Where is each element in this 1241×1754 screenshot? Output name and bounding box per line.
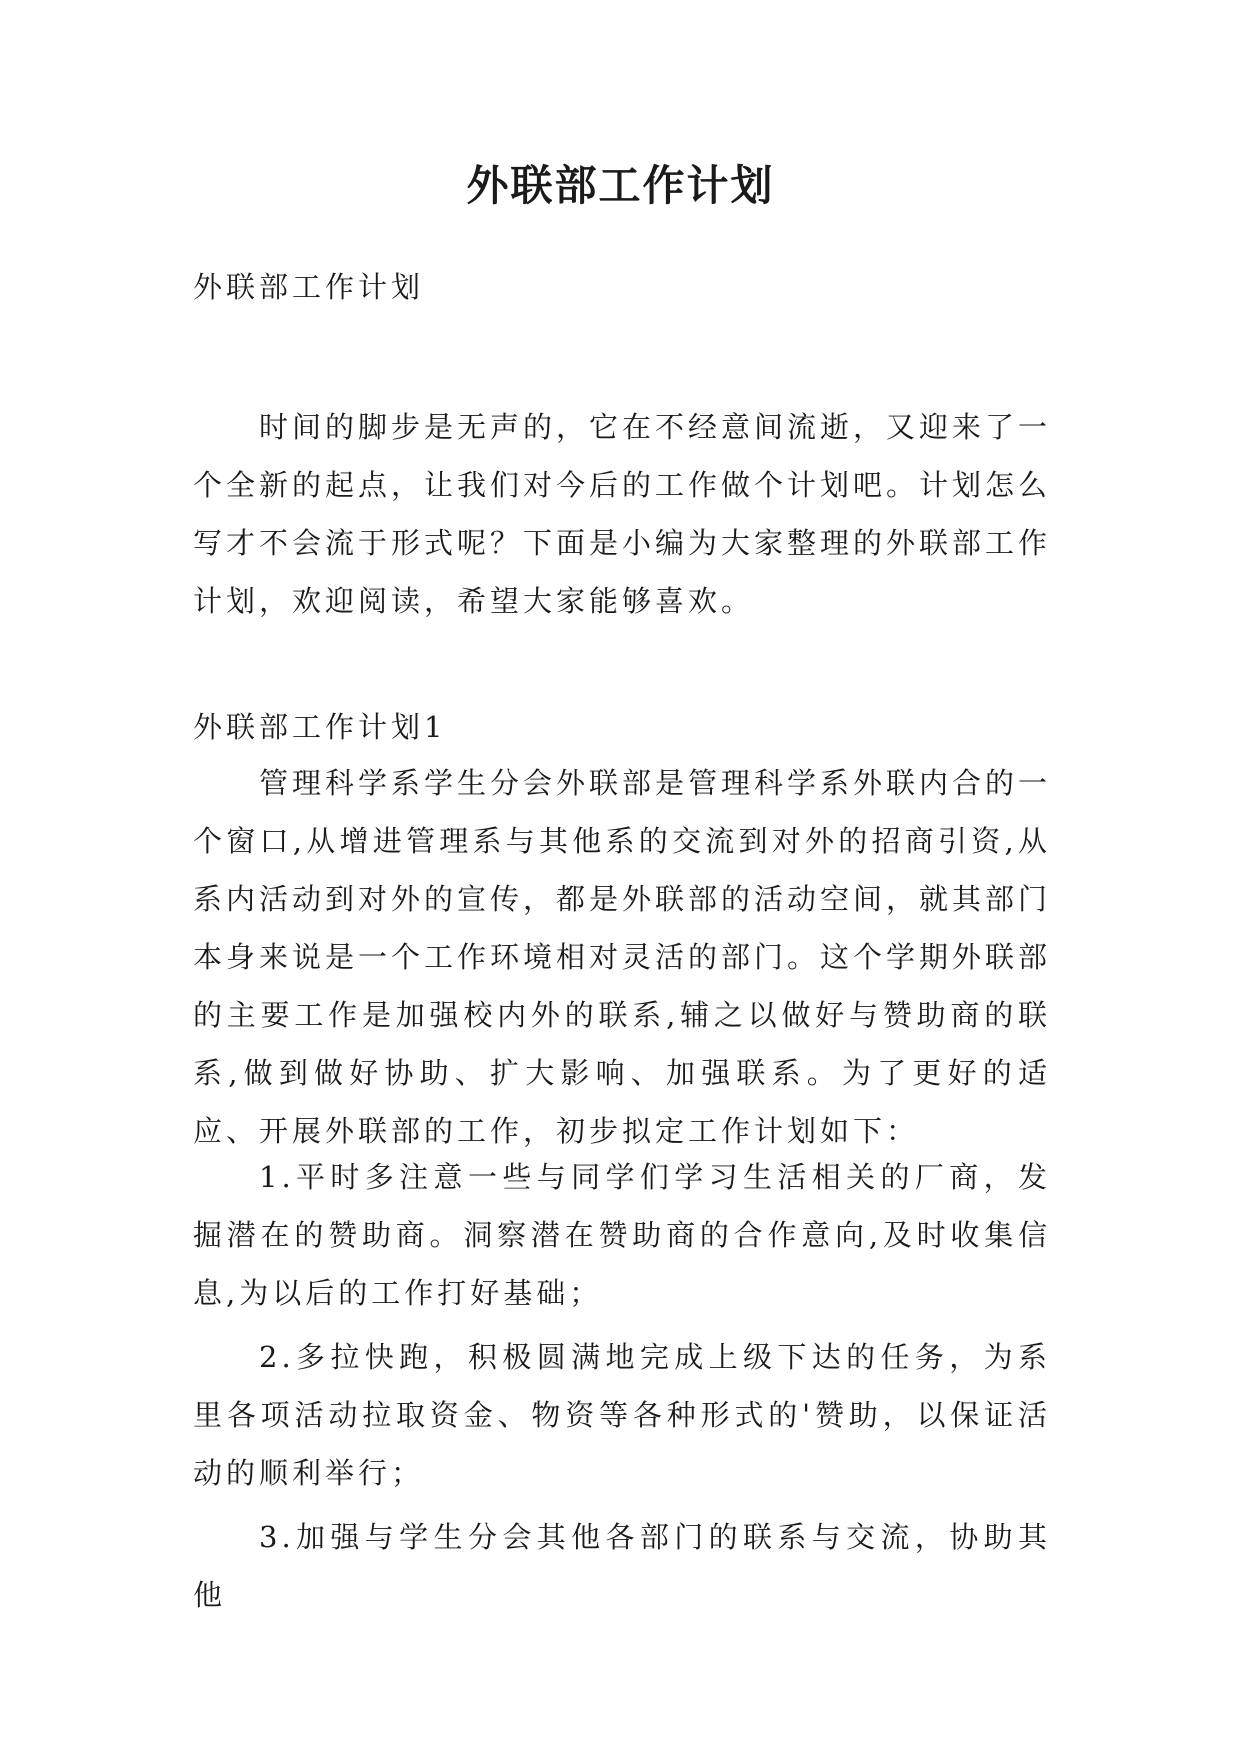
document-subtitle: 外联部工作计划: [193, 270, 425, 304]
intro-paragraph: 时间的脚步是无声的，它在不经意间流逝，又迎来了一个全新的起点，让我们对今后的工作做个计划吧。计划怎么写才不会流于形式呢？下面是小编为大家整理的外联部工作计划，欢迎阅读，希望大家能够喜欢。: [193, 410, 1052, 618]
plan-item-2: 2.多拉快跑，积极圆满地完成上级下达的任务，为系里各项活动拉取资金、物资等各种形式的'赞助，以保证活动的顺利举行；: [193, 1340, 1051, 1490]
section-paragraph: 管理科学系学生分会外联部是管理科学系外联内合的一个窗口,从增进管理系与其他系的交流到对外的招商引资,从系内活动到对外的宣传，都是外联部的活动空间，就其部门本身来说是一个工作环境相对灵活的部门。这个学期外联部的主要工作是加强校内外的联系,辅之以做好与赞助商的联系,做到做好协助、扩大影响、加强联系。为了更好的适应、开展外联部的工作，初步拟定工作计划如下：: [193, 766, 1052, 1148]
plan-item-3: 3.加强与学生分会其他各部门的联系与交流，协助其他: [193, 1520, 1051, 1612]
section-heading: 外联部工作计划1: [193, 710, 447, 744]
plan-item-1: 1.平时多注意一些与同学们学习生活相关的厂商，发掘潜在的赞助商。洞察潜在赞助商的合作意向,及时收集信息,为以后的工作打好基础；: [193, 1160, 1051, 1310]
document-title: 外联部工作计划: [466, 161, 775, 210]
